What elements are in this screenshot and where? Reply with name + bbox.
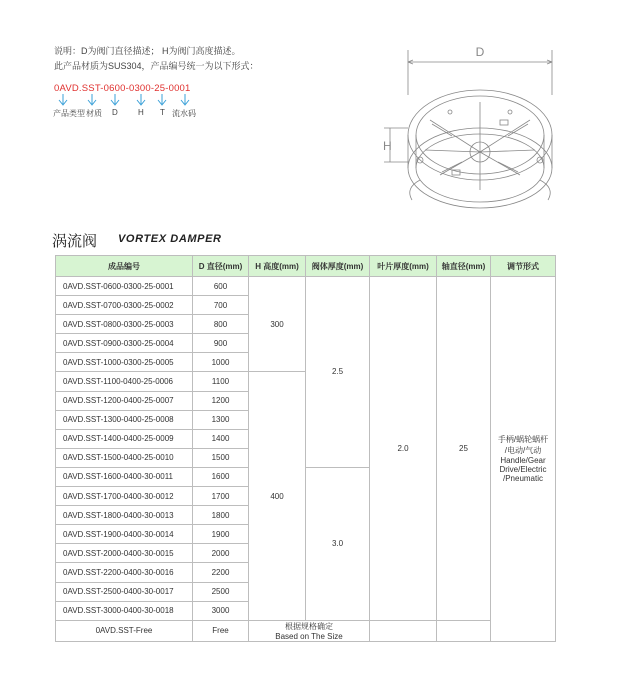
down-arrow-icon xyxy=(180,94,190,106)
adjust-type-cell xyxy=(491,277,556,642)
product-code: 0AVD.SST-0900-0300-25-0004 xyxy=(56,334,193,353)
spec-table xyxy=(55,255,556,642)
based-on-size-cn: 根据规格确定 xyxy=(285,621,333,631)
diameter-cell: 1600 xyxy=(193,467,249,486)
diameter-cell: 700 xyxy=(193,296,249,315)
down-arrow-icon xyxy=(136,94,146,106)
diameter-cell: 1700 xyxy=(193,487,249,506)
product-code: 0AVD.SST-1600-0400-30-0011 xyxy=(56,467,193,486)
product-code: 0AVD.SST-1400-0400-25-0009 xyxy=(56,429,193,448)
shaft-diameter-cell xyxy=(437,620,491,641)
code-part-label: 产品类型 xyxy=(53,109,85,118)
product-code: 0AVD.SST-1100-0400-25-0006 xyxy=(56,372,193,391)
product-code: 0AVD.SST-1300-0400-25-0008 xyxy=(56,410,193,429)
diameter-cell: 3000 xyxy=(193,601,249,620)
diameter-cell: 1500 xyxy=(193,448,249,467)
code-part-label: 材质 xyxy=(86,109,102,118)
product-code: 0AVD.SST-0600-0300-25-0001 xyxy=(56,277,193,296)
down-arrow-icon xyxy=(157,94,167,106)
diameter-cell: 1900 xyxy=(193,525,249,544)
column-header: D 直径(mm) xyxy=(193,256,249,277)
down-arrow-icon xyxy=(110,94,120,106)
product-code: 0AVD.SST-2200-0400-30-0016 xyxy=(56,563,193,582)
blade-thickness-cell: 2.0 xyxy=(370,277,437,621)
product-code: 0AVD.SST-1200-0400-25-0007 xyxy=(56,391,193,410)
column-header: 成品编号 xyxy=(56,256,193,277)
column-header: H 高度(mm) xyxy=(249,256,306,277)
diameter-cell: 2200 xyxy=(193,563,249,582)
code-example: 0AVD.SST-0600-0300-25-0001 xyxy=(54,83,191,94)
body-thickness-cell: 3.0 xyxy=(306,467,370,620)
product-code: 0AVD.SST-1500-0400-25-0010 xyxy=(56,448,193,467)
body-thickness-cell: 2.5 xyxy=(306,277,370,468)
adjust-type-line: 手柄/蜗轮蜗杆 xyxy=(497,435,549,445)
height-cell: 300 xyxy=(249,277,306,372)
diameter-cell: Free xyxy=(193,620,249,641)
table-row xyxy=(56,277,556,296)
product-code: 0AVD.SST-1000-0300-25-0005 xyxy=(56,353,193,372)
adjust-type-line: Drive/Electric xyxy=(499,465,547,475)
diameter-cell: 900 xyxy=(193,334,249,353)
down-arrow-icon xyxy=(87,94,97,106)
diameter-cell: 1200 xyxy=(193,391,249,410)
adjust-type-line: /Pneumatic xyxy=(502,474,544,484)
diameter-cell: 1800 xyxy=(193,506,249,525)
section-title-en: VORTEX DAMPER xyxy=(118,233,222,245)
code-part-label: T xyxy=(160,108,165,117)
damper-drawing xyxy=(380,40,580,215)
description-line-2: 此产品材质为SUS304，产品编号统一为以下形式： xyxy=(54,61,259,71)
product-code: 0AVD.SST-1900-0400-30-0014 xyxy=(56,525,193,544)
product-code: 0AVD.SST-2500-0400-30-0017 xyxy=(56,582,193,601)
section-title-cn: 涡流阀 xyxy=(52,233,98,250)
product-code: 0AVD.SST-3000-0400-30-0018 xyxy=(56,601,193,620)
product-code: 0AVD.SST-1700-0400-30-0012 xyxy=(56,487,193,506)
code-part-label: D xyxy=(112,108,118,117)
column-header: 叶片厚度(mm) xyxy=(370,256,437,277)
description-line-1: 说明：D为阀门直径描述； H为阀门高度描述。 xyxy=(54,46,241,56)
product-code: 0AVD.SST-0700-0300-25-0002 xyxy=(56,296,193,315)
diameter-cell: 2500 xyxy=(193,582,249,601)
diameter-cell: 2000 xyxy=(193,544,249,563)
product-code: 0AVD.SST-Free xyxy=(56,620,193,641)
blade-thickness-cell xyxy=(370,620,437,641)
code-part-label: 流水码 xyxy=(172,109,196,118)
drawing-h-label: H xyxy=(383,139,392,153)
based-on-size-cell xyxy=(249,620,370,641)
diameter-cell: 1400 xyxy=(193,429,249,448)
column-header: 阀体厚度(mm) xyxy=(306,256,370,277)
diameter-cell: 600 xyxy=(193,277,249,296)
based-on-size-en: Based on The Size xyxy=(275,631,343,641)
shaft-diameter-cell: 25 xyxy=(437,277,491,621)
diameter-cell: 1300 xyxy=(193,410,249,429)
adjust-type-line: /电动/气动 xyxy=(504,446,542,456)
diameter-cell: 1100 xyxy=(193,372,249,391)
drawing-d-label: D xyxy=(475,45,485,59)
column-header: 调节形式 xyxy=(491,256,556,277)
height-cell: 400 xyxy=(249,372,306,620)
down-arrow-icon xyxy=(58,94,68,106)
adjust-type-line: Handle/Gear xyxy=(500,456,546,466)
table-row-free xyxy=(56,620,556,641)
table-header-row xyxy=(56,256,556,277)
diameter-cell: 1000 xyxy=(193,353,249,372)
diameter-cell: 800 xyxy=(193,315,249,334)
column-header: 轴直径(mm) xyxy=(437,256,491,277)
product-code: 0AVD.SST-2000-0400-30-0015 xyxy=(56,544,193,563)
product-code: 0AVD.SST-1800-0400-30-0013 xyxy=(56,506,193,525)
product-code: 0AVD.SST-0800-0300-25-0003 xyxy=(56,315,193,334)
code-part-label: H xyxy=(138,108,144,117)
